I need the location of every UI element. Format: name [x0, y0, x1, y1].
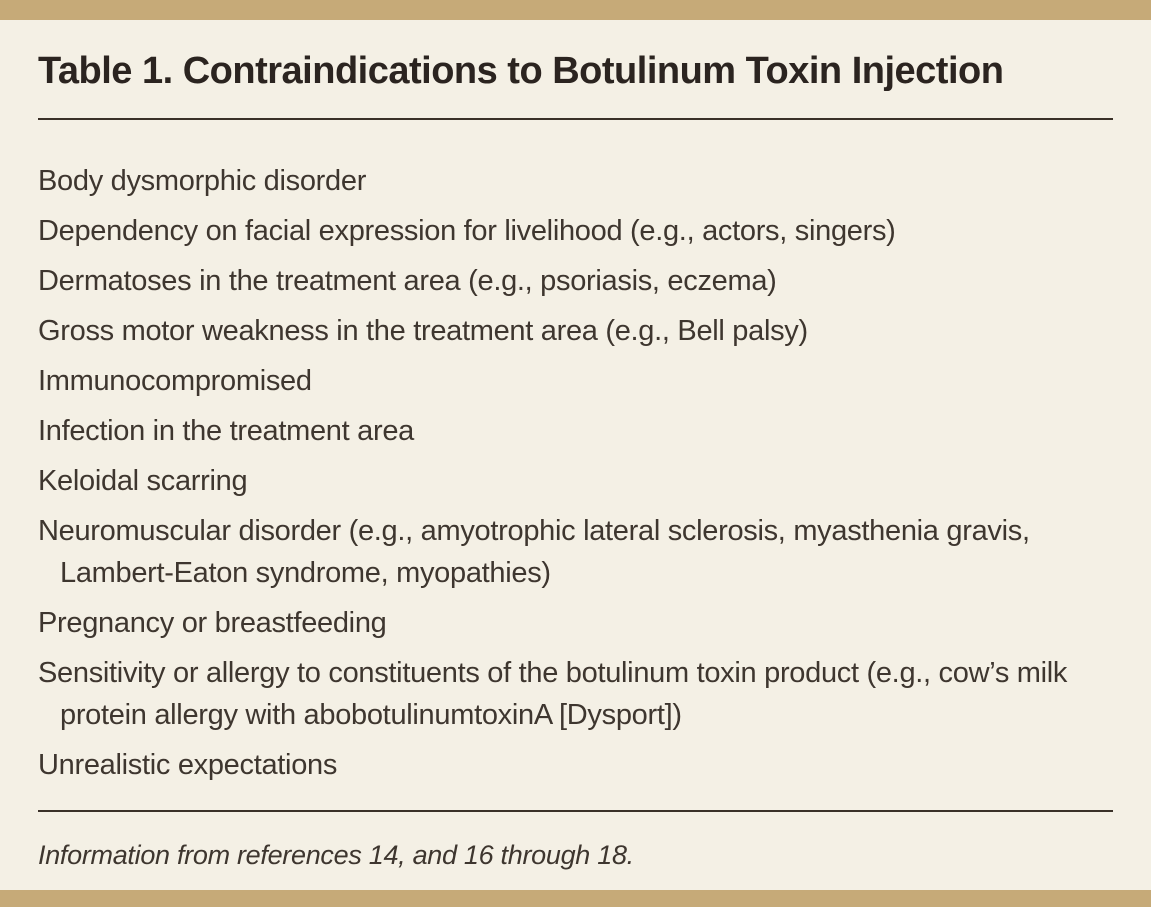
list-item: Immunocompromised: [38, 365, 312, 397]
list-item: Unrealistic expectations: [38, 749, 338, 781]
footer-rule: [38, 810, 1113, 812]
list-item: Body dysmorphic disorder: [38, 165, 367, 197]
list-item: Infection in the treatment area: [38, 415, 414, 447]
list-item: Neuromuscular disorder (e.g., amyotrophic lateral sclerosis, myasthenia gravis, Lambert-Eaton syndrome, myopathies): [38, 515, 1030, 589]
list-item: Dependency on facial expression for livelihood (e.g., actors, singers): [38, 215, 896, 247]
list-item: Pregnancy or breastfeeding: [38, 607, 387, 639]
top-accent-bar: [0, 0, 1151, 20]
bottom-accent-bar: [0, 890, 1151, 907]
table-title: Table 1. Contraindications to Botulinum Toxin Injection: [38, 50, 1004, 92]
title-rule: [38, 118, 1113, 120]
list-item: Sensitivity or allergy to constituents of the botulinum toxin product (e.g., cow’s milk protein allergy with abobotulinumtoxinA [Dysport]): [38, 657, 1068, 731]
list-item: Gross motor weakness in the treatment area (e.g., Bell palsy): [38, 315, 808, 347]
list-item: Dermatoses in the treatment area (e.g., psoriasis, eczema): [38, 265, 777, 297]
contraindications-list: [38, 160, 1113, 786]
list-item: Keloidal scarring: [38, 465, 248, 497]
table-footnote: Information from references 14, and 16 through 18.: [38, 840, 634, 870]
